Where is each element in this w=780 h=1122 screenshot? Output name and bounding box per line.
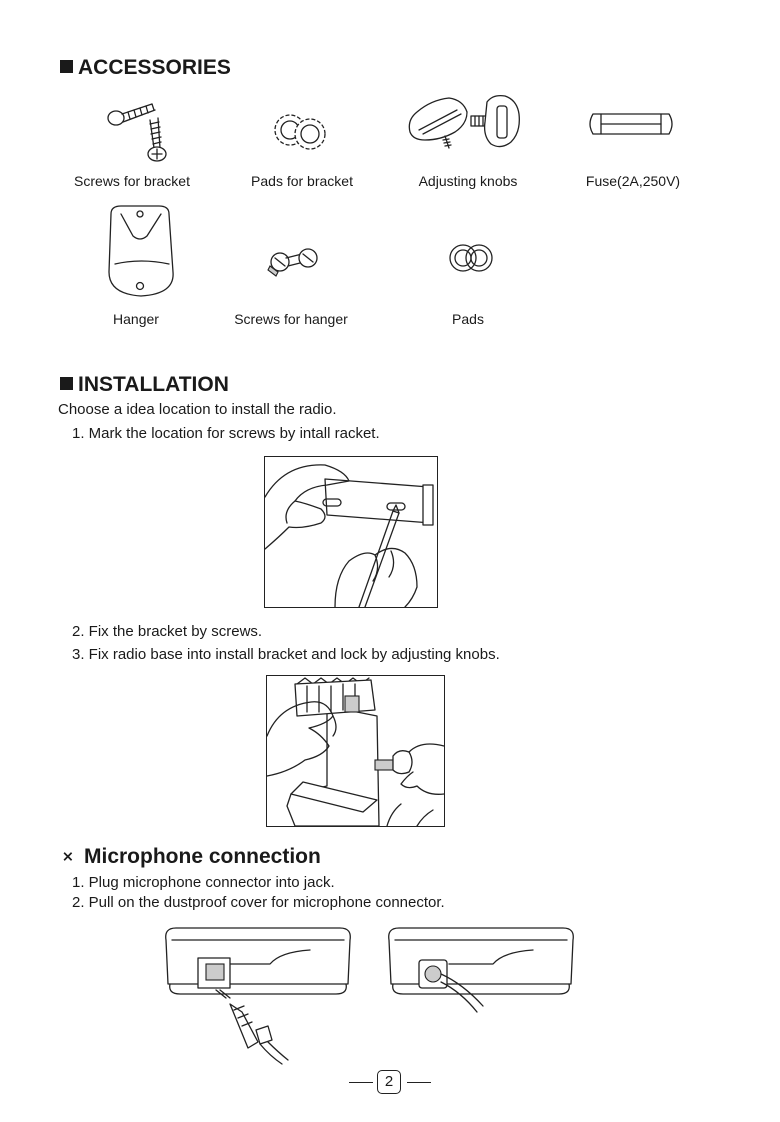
caption-hanger: Hanger (113, 311, 159, 327)
installation-intro: Choose a idea location to install the radio. (58, 401, 337, 418)
caption-pads-for-bracket: Pads for bracket (251, 173, 353, 189)
caption-pads: Pads (452, 311, 484, 327)
figure-fix-radio-base (266, 675, 445, 827)
footer-rule-left (349, 1082, 373, 1083)
cross-bullet-icon: ⨯ (62, 848, 74, 864)
gear-pads-icon (270, 110, 340, 155)
hanger-icon (103, 202, 183, 302)
installation-step-3: 3. Fix radio base into install bracket and lock by adjusting knobs. (72, 646, 500, 663)
knob-icon (405, 92, 530, 157)
installation-step-2: 2. Fix the bracket by screws. (72, 623, 263, 640)
installation-step-1: 1. Mark the location for screws by intall racket. (72, 425, 380, 442)
caption-adjusting-knobs: Adjusting knobs (418, 173, 518, 189)
square-bullet-icon (60, 60, 73, 73)
figure-plug-connector (160, 924, 360, 1066)
installation-heading: INSTALLATION (60, 373, 229, 397)
page-number-footer (349, 1070, 431, 1094)
caption-screws-for-bracket: Screws for bracket (74, 173, 190, 189)
microphone-heading: ⨯ Microphone connection (62, 845, 321, 868)
ring-pads-icon (445, 240, 500, 280)
microphone-step-2: 2. Pull on the dustproof cover for microphone connector. (72, 894, 445, 911)
caption-fuse: Fuse(2A,250V) (585, 173, 681, 189)
microphone-step-1: 1. Plug microphone connector into jack. (72, 874, 335, 891)
accessories-heading: ACCESSORIES (60, 56, 231, 80)
footer-rule-right (407, 1082, 431, 1083)
figure-mark-location (264, 456, 438, 608)
hanger-screw-icon (268, 244, 328, 279)
fuse-icon (585, 110, 680, 140)
square-bullet-icon (60, 377, 73, 390)
caption-screws-for-hanger: Screws for hanger (234, 311, 348, 327)
page-number: 2 (377, 1070, 401, 1094)
figure-dustproof-cover (383, 924, 583, 1024)
screw-icon (100, 98, 180, 168)
